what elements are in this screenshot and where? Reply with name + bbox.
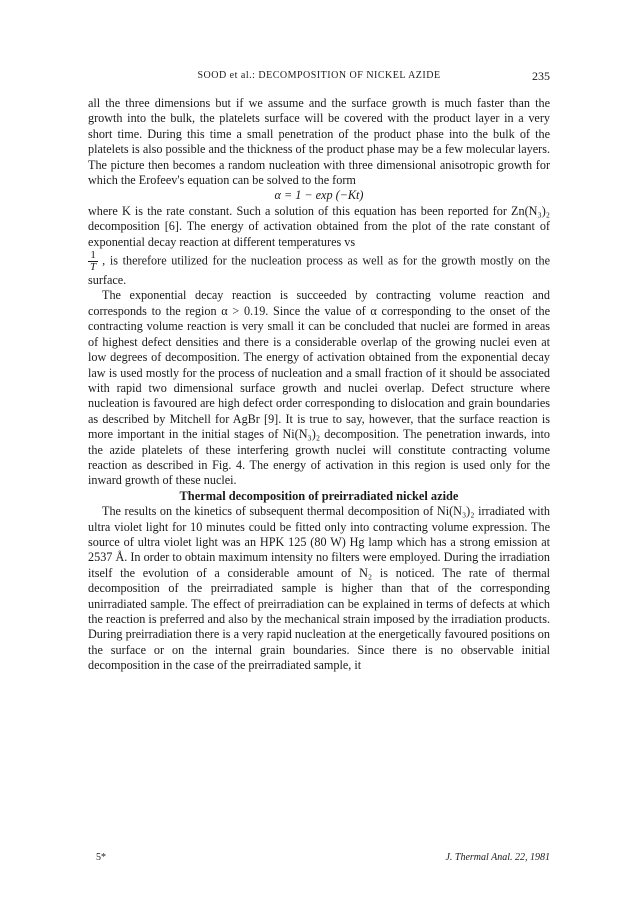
fraction-one-over-t (88, 250, 98, 273)
paragraph-2-continued (88, 250, 550, 288)
paragraph-2-tail: , is therefore utilized for the nucleation process as well as for the growth mostly on the surface. (88, 253, 550, 288)
journal-citation: J. Thermal Anal. 22, 1981 (445, 852, 550, 863)
equation: α = 1 − exp (−Kt) (274, 188, 364, 203)
fraction-numerator: 1 (90, 249, 96, 262)
page-header (88, 70, 550, 88)
page-footer (88, 852, 550, 866)
paragraph-4: The results on the kinetics of subsequent thermal decomposition of Ni(N₃)₂ irradiated with ultra violet light for 10 minutes could be fitted only into contracting volume expression. The source of ultra violet light was an HPK 125 (80 W) Hg lamp which has a strong emission at 2537 Å. In order to obtain maximum intensity no filters were employed. During the irradiation itself the evolution of a considerable amount of N₂ is noticed. The rate of thermal decomposition of the preirradiated sample is higher than that of the corresponding unirradiated sample. The effect of preirradiation can be explained in terms of defects at which the reaction is preferred and also by the mechanical strain imposed by the irradiation products. During preirradiation there is a very rapid nucleation at the energetically favoured positions on the surface or on the internal grain boundaries. Since there is no observable initial decomposition in the case of the preirradiated sample, it (88, 504, 550, 673)
paragraph-3: The exponential decay reaction is succeeded by contracting volume reaction and corresponds to the region α > 0.19. Since the value of α corresponding to the onset of the contracting volume reaction is very small it can be concluded that nuclei are formed in areas of highest defect densities and there is a considerable overlap of the growing nuclei even at low degrees of decomposition. The energy of activation obtained from the exponential decay law is used mostly for the process of nucleation and a small fraction of it should be associated with rapid two dimensional surface growth and nuclei overlap. Defect structure where nucleation is favoured are high defect order corresponding to dislocation and grain boundaries as described by Mitchell for AgBr [9]. It is true to say, however, that the surface reaction is more important in the initial stages of Ni(N₃)₂ decomposition. The penetration inwards, into the azide platelets of these interfering growth nuclei will constitute contracting volume reaction as described in Fig. 4. The energy of activation in this region is used only for the inward growth of these nuclei. (88, 288, 550, 488)
page-number: 235 (532, 69, 550, 83)
section-heading: Thermal decomposition of preirradiated nickel azide (179, 488, 459, 503)
fraction-denominator: T (90, 261, 97, 274)
article-body (88, 96, 550, 674)
running-title: SOOD et al.: DECOMPOSITION OF NICKEL AZIDE (197, 70, 441, 81)
signature-mark: 5* (96, 852, 106, 863)
paragraph-2: where K is the rate constant. Such a solution of this equation has been reported for Zn(N₃)₂ decomposition [6]. The energy of activation obtained from the plot of the rate constant of exponential decay reaction at different temperatures vs (88, 203, 550, 249)
paragraph-1: all the three dimensions but if we assume and the surface growth is much faster than the growth into the bulk, the platelets surface will be covered with the product layer in a very short time. During this time a small penetration of the product phase into the bulk of the platelets is also possible and the thickness of the product phase may be a few molecular layers. The picture then becomes a random nucleation with three dimensional anisotropic growth for which the Erofeev's equation can be solved to the form (88, 96, 550, 188)
